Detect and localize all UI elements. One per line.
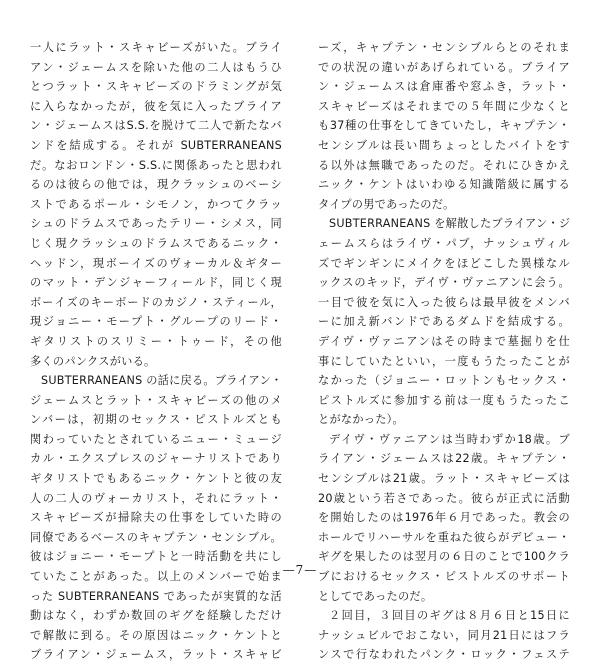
text-line: カル・エクスプレスのジャーナリストであり [30, 452, 282, 466]
text-line: ーに加え新バンドであるダムドを結成する。 [318, 315, 570, 329]
text-line: ン・ジェームスは倉庫番や窓ふき，ラット・ [318, 80, 570, 94]
text-line: のマット・デンジャーフィールド，同じく現 [30, 276, 282, 290]
text-line: センシブルは長い間ちょっとしたバイトをす [318, 138, 570, 152]
text-line: を開始したのは1976年６月であった。教会の [318, 511, 570, 525]
text-line: ジェームスとラット・スキャビーズの他のメ [30, 393, 282, 407]
text-line: ンバーは，初期のセックス・ピストルズとも [30, 413, 282, 427]
text-line: に入らなかったが，彼を気に入ったブライア [30, 99, 282, 113]
text-line: ていたことがあった。以上のメンバーで始ま [30, 570, 282, 584]
text-line: で解散に到る。その原因はニック・ケントと [30, 628, 282, 642]
text-line: 同僚であるベースのキャプテン・センシブル。 [30, 530, 282, 544]
text-line: るのは彼らの他では，現クラッシュのベーシ [30, 178, 282, 192]
text-line: ーズ，キャプテン・センシブルらとのそれま [318, 41, 570, 54]
text-line: スキャビーズはそれまでの５年間に少なくと [318, 99, 570, 113]
text-line: った SUBTERRANEANS であったが実質的な活 [30, 589, 282, 603]
text-line: 現ジョニー・モープト・グループのリード・ [30, 315, 282, 329]
text-line: 一人にラット・スキャビーズがいた。ブライ [30, 41, 282, 54]
text-line: 一目で彼を気に入った彼らは最早彼をメンバ [318, 295, 570, 309]
text-line: スキャビーズが掃除夫の仕事をしていた時の [30, 511, 282, 525]
text-line: ピストルズに参加する前は一度もうたったこ [318, 393, 570, 407]
text-line: ストであるポール・シモノン，かつてクラッ [30, 197, 282, 211]
text-line: ギグを果したのは翌月の６日のことで100クラ [318, 550, 570, 564]
text-line: も37種の仕事をしてきていたし，キャプテン・ [318, 119, 570, 133]
text-line: る以外は無職であったのだ。それにひきかえ [318, 158, 570, 172]
text-line: 事にしていたといい，一度もうたったことが [318, 354, 570, 368]
text-line: としてであったのだ。 [318, 589, 433, 603]
text-line: デイヴ・ヴァニアンは当時わずか18歳。ブ [329, 432, 570, 446]
text-line: だ。なおロンドン・S.S.に関係あったと思われ [30, 158, 282, 172]
text-line: ２回目，３回目のギグは８月６日と15日に [329, 609, 570, 623]
text-line: 関わっていたとされているニュー・ミュージ [30, 432, 282, 446]
text-line: ナッシュビルでおこない，同月21日にはフラ [318, 628, 570, 642]
text-line: ヘッドン，現ボーイズのヴォーカル＆ギター [30, 256, 282, 270]
page-number: —7— [282, 563, 318, 577]
text-line: 動はなく，わずか数回のギグを経験しただけ [30, 609, 282, 623]
text-line: ェームスらはライヴ・パブ，ナッシュヴィル [318, 236, 570, 250]
text-line: 多くのパンクスがいる。 [30, 354, 156, 368]
text-line: とつラット・スキャビーズのドラミングが気 [30, 80, 282, 94]
text-line: ズでギンギンにメイクをほどこした異様なル [318, 256, 570, 270]
text-line: 20歳という若さであった。彼らが正式に活動 [318, 491, 570, 505]
text-line: デイヴ・ヴァニアンはその時まで墓掘りを仕 [318, 334, 570, 348]
text-line: SUBTERRANEANS を解散したブライアン・ジ [329, 217, 570, 231]
text-line: ブにおけるセックス・ピストルズのサポート [318, 570, 570, 584]
text-line: じく現クラッシュのドラムスであるニック・ [30, 236, 282, 250]
text-line: とがなかった）。 [318, 413, 404, 427]
text-line: ニック・ケントはいわゆる知識階級に属する [318, 178, 570, 192]
text-line: ボーイズのキーボードのカジノ・スティール， [30, 295, 282, 309]
text-line: での状況の違いがあげられている。ブライア [318, 60, 570, 74]
text-line: ブライアン・ジェームス，ラット・スキャビ [30, 648, 282, 662]
text-line: ックスのキッド，デイヴ・ヴァニアンに会う。 [318, 276, 570, 290]
text-line: シュのドラムスであったテリー・シメス，同 [30, 217, 282, 231]
text-line: ン・ジェームスはS.S.を脱けて二人で新たなバ [30, 119, 282, 133]
text-line: ホールでリハーサルを重ねた彼らがデビュー・ [318, 530, 570, 544]
text-line: タイプの男であったのだ。 [318, 197, 455, 211]
text-line: 彼はジョニー・モープトと一時活動を共にし [30, 550, 282, 564]
text-line: 人の二人のヴォーカリスト，それにラット・ [30, 491, 282, 505]
text-line: センシブルは21歳。ラット・スキャビーズは [318, 472, 570, 486]
text-line: ギタリストのスリミー・トゥード，その他 [30, 334, 282, 348]
text-line: ンドを結成する。それが SUBTERRANEANS [30, 138, 282, 152]
text-line: ライアン・ジェームスは22歳。キャプテン・ [318, 452, 570, 466]
text-line: ンスで行なわれたパンク・ロック・フェステ [318, 648, 570, 662]
text-line: なかった（ジョニー・ロットンもセックス・ [318, 374, 570, 388]
text-line: SUBTERRANEANS の話に戻る。ブライアン・ [41, 374, 282, 388]
text-line: ギタリストでもあるニック・ケントと彼の友 [30, 472, 282, 486]
text-line: アン・ジェームスを除いた他の二人はもうひ [30, 60, 282, 74]
